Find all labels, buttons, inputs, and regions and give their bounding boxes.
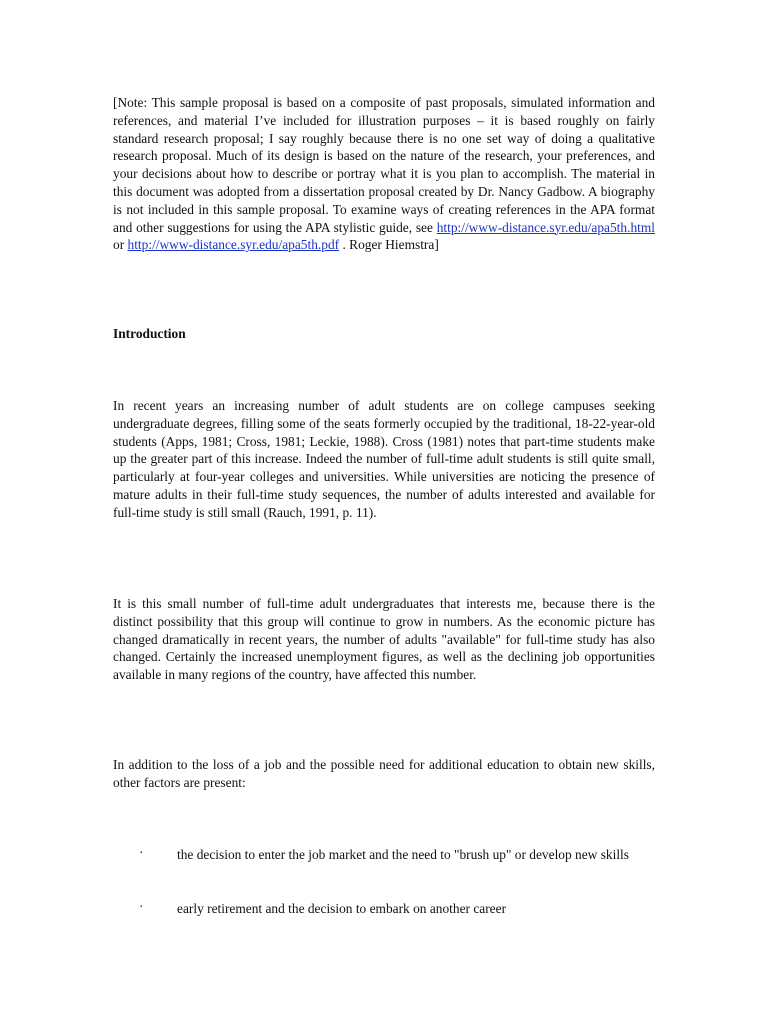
bullet-item (139, 846, 659, 864)
note-text: [Note: This sample proposal is based on a composite of past proposals, simulated information and references, and material I’ve included for illustration purposes – it is based roughly on fairly standard research proposal; I say roughly because there is no one set way of doing a qualitative research proposal. Much of its design is based on the nature of the research, your preferences, and your decisions about how to describe or portray what it is you plan to accomplish. The material in this document was adopted from a dissertation proposal created by Dr. Nancy Gadbow. A biography is not included in this sample proposal. To examine ways of creating references in the APA format and other suggestions for using the APA stylistic guide, see (113, 95, 655, 235)
note-signature: . Roger Hiemstra] (339, 237, 439, 253)
bullet-dot-icon: · (139, 899, 144, 914)
bullet-text: the decision to enter the job market and the need to "brush up" or develop new skills (177, 847, 629, 862)
paragraph-1: In recent years an increasing number of adult students are on college campuses seeking undergraduate degrees, filling some of the seats formerly occupied by the traditional, 18-22-year-old students (Apps, 1981; Cross, 1981; Leckie, 1988). Cross (1981) notes that part-time students make up the greater part of this increase. Indeed the number of full-time adult students is still quite small, particularly at four-year colleges and universities. While universities are noticing the presence of mature adults in their full-time study sequences, the number of adults interested and available for full-time study is still small (Rauch, 1991, p. 11). (113, 398, 655, 520)
bullet-item (139, 900, 659, 918)
bullet-dot-icon: · (139, 845, 144, 860)
bullet-text: early retirement and the decision to embark on another career (177, 901, 507, 916)
section-heading: Introduction (113, 326, 186, 341)
paragraph-2: It is this small number of full-time adult undergraduates that interests me, because there is the distinct possibility that this group will continue to grow in numbers. As the economic picture has changed dramatically in recent years, the number of adults "available" for full-time study has also changed. Certainly the increased unemployment figures, as well as the declining job opportunities available in many regions of the country, have affected this number. (113, 596, 655, 683)
paragraph-3: In addition to the loss of a job and the possible need for additional education to obtain new skills, other factors are present: (113, 757, 655, 790)
apa-html-link[interactable]: http://www-distance.syr.edu/apa5th.html (436, 219, 655, 235)
editor-note (113, 94, 655, 254)
note-connector: or (113, 237, 128, 253)
apa-pdf-link[interactable]: http://www-distance.syr.edu/apa5th.pdf (127, 237, 340, 253)
